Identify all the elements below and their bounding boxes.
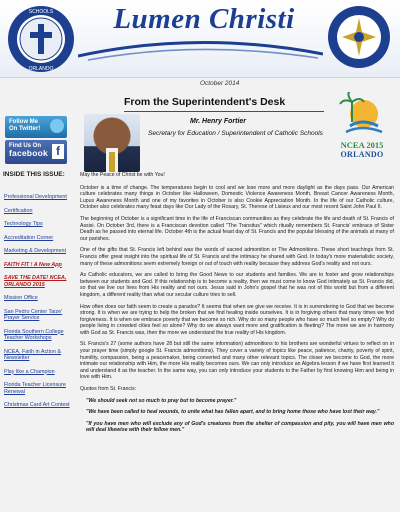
link-christmas-card-contest[interactable]: Christmas Card Art Contest (4, 402, 70, 408)
paragraph-5: How often does our faith seem to create a paradox? It seems that when we give we receive. It is in surrendering to God that we become strong. It is when we are trying to help the broken that we find healing inside ourselves. It is in forgiving others that many times we find forgiveness. It is when we embrace poverty that we become so rich. Why do so many people who have so much feel so empty? Why do people living in crowded cities feel so alone? Why do we always want more and gratification is fleeting? The more we are in harmony with God as St. Francis was, then the more we understand the true reality of His kingdom. (80, 303, 394, 336)
ncea-sun-palm-icon (332, 92, 392, 140)
svg-text:ORLANDO: ORLANDO (28, 66, 54, 72)
twitter-bird-icon (50, 119, 64, 133)
twitter-label-2: On Twitter! (9, 126, 41, 132)
quote-3: "If you have men who will exclude any of God's creatures from the shelter of compassion and pity, you will have men who will deal likewise with their fellow men." (86, 420, 394, 434)
masthead-title: Lumen Christi (113, 3, 295, 35)
link-teacher-licensure[interactable]: Florida Teacher Licensure Renewal (4, 382, 66, 395)
sidebar (0, 86, 78, 512)
link-certification[interactable]: Certification (4, 207, 33, 214)
article-body (80, 172, 394, 439)
author-name: Mr. Henry Fortier (190, 118, 247, 125)
quotes-intro: Quotes from St. Francis: (80, 386, 137, 393)
author-role: Secretary for Education / Superintendent of Catholic Schools (148, 130, 323, 137)
office-of-catholic-schools-seal (6, 4, 76, 74)
quote-2: "We have been called to heal wounds, to unite what has fallen apart, and to bring home those who have lost their way." (86, 409, 380, 416)
inside-this-issue-heading: INSIDE THIS ISSUE: (3, 171, 65, 178)
link-taize-prayer[interactable]: San Pedro Center Taize' Prayer Service (4, 308, 63, 321)
link-accreditation-corner[interactable]: Accreditation Corner (4, 234, 54, 241)
paragraph-2: The beginning of October is a significant time in the life of Franciscan communities as they celebrate the life and death of St. Francis of Assisi. On October 3rd, there is a Franciscan devotion called "The Transitus" which ritually remembers St. Francis' embrace of Sister Death as he passed into eternal life. October 4th is the actual feast day of St. Francis and the popular blessing of the animals at many of our parishes. (80, 215, 394, 242)
superintendent-photo (84, 114, 140, 172)
greeting: May the Peace of Christ be with You! (80, 172, 165, 178)
svg-text:SCHOOLS: SCHOOLS (28, 9, 54, 15)
paragraph-4: As Catholic educators, we are called to bring the Good News to our students and families. We are to foster and grow relationships between our students and God. If this relationship is to become a reality, then we must come to know God intimately as St. Francis did, so that we live our lives from His reality and not ours. Jesus said in John's gospel that he was not of this world but from a different kingdom, a different reality than what our secular culture tries to sell. (80, 272, 394, 298)
twitter-follow-button[interactable] (5, 116, 67, 138)
title-rule (124, 111, 324, 112)
paragraph-6: St. Francis's 27 (some authors have 28 but still the same information) admonitions to his brothers are wonderful virtues to reflect on in your prayer time (simply google St. Francis admonitions). They cover a variety of topics like peace, patience, charity, poverty of spirit, humility, compassion, being a peacemaker, being converted and many other relevant topics. The closer we become to God, the more intimate our relationship with Him, the more His reality becomes ours. We can only introduce an Algebra lesson if we have first learned it and understand it as the teacher. In the same way, you can only introduce your students to the Father by first knowing Him and being in love with Him. (80, 341, 394, 381)
link-marketing-development[interactable]: Marketing & Development (4, 248, 67, 254)
facebook-f-icon: f (52, 144, 64, 159)
ncea-line-1: NCEA 2015 (340, 140, 384, 150)
photo-tie (109, 152, 115, 172)
link-fsc-workshops[interactable]: Florida Southern College Teacher Workshops (4, 328, 64, 341)
facebook-label-1: Find Us On (9, 143, 41, 149)
link-professional-development[interactable]: Professional Development (4, 194, 67, 200)
article-title: From the Superintendent's Desk (124, 96, 286, 108)
main-content (80, 86, 396, 512)
link-mission-office[interactable]: Mission Office (4, 295, 38, 301)
facebook-button[interactable] (5, 140, 67, 164)
masthead-banner (0, 0, 400, 78)
ncea-2015-logo (332, 92, 392, 168)
link-ncea-faith-action[interactable]: NCEA, Faith in Action & Newsletter (4, 348, 61, 361)
link-save-the-date[interactable]: SAVE THE DATE! NCEA, ORLANDO 2015 (4, 275, 67, 288)
inside-issue-links (4, 194, 76, 416)
quote-1: "We should seek not so much to pray but to become prayer." (86, 397, 237, 404)
ncea-line-2: ORLANDO (340, 150, 384, 159)
paragraph-1: October is a time of change. The temperatures begin to cool and we lose more and more daylight as the days pass. Our American culture celebrates many things in October like Halloween, Domestic Violence Awareness Month, Breast Cancer Awareness Month, Lupus Awareness Month and one of my favorites in October is also Cookie Appreciation Month. In the life of our Catholic culture, October also celebrates many feast days like Our Lady of the Rosary, St. Therese of Lisieux and our most recent Saint John Paul II. (80, 184, 394, 211)
paragraph-3: One of the gifts that St. Francis left behind was the words of sacred admonition or The Admonitions. These short teachings from St. Francis offer great insight into the spiritual life of St. Francis and the intimacy he shared with God. In today's more materialistic society, many of these admonitions seem extremely foreign or out of touch with reality because they address God's reality and not ours. (80, 247, 394, 267)
masthead-swoosh (78, 36, 323, 64)
twitter-label-1: Follow Me (9, 119, 38, 125)
diocese-seal (326, 4, 392, 70)
link-faith-fit[interactable]: FAITH FIT ! A New App (4, 261, 62, 268)
link-technology-tips[interactable]: Technology Tips (4, 221, 43, 227)
link-play-like-champion[interactable]: Play like a Champion (4, 368, 55, 375)
issue-date: October 2014 (200, 80, 240, 87)
facebook-label-2: facebook (9, 148, 48, 158)
